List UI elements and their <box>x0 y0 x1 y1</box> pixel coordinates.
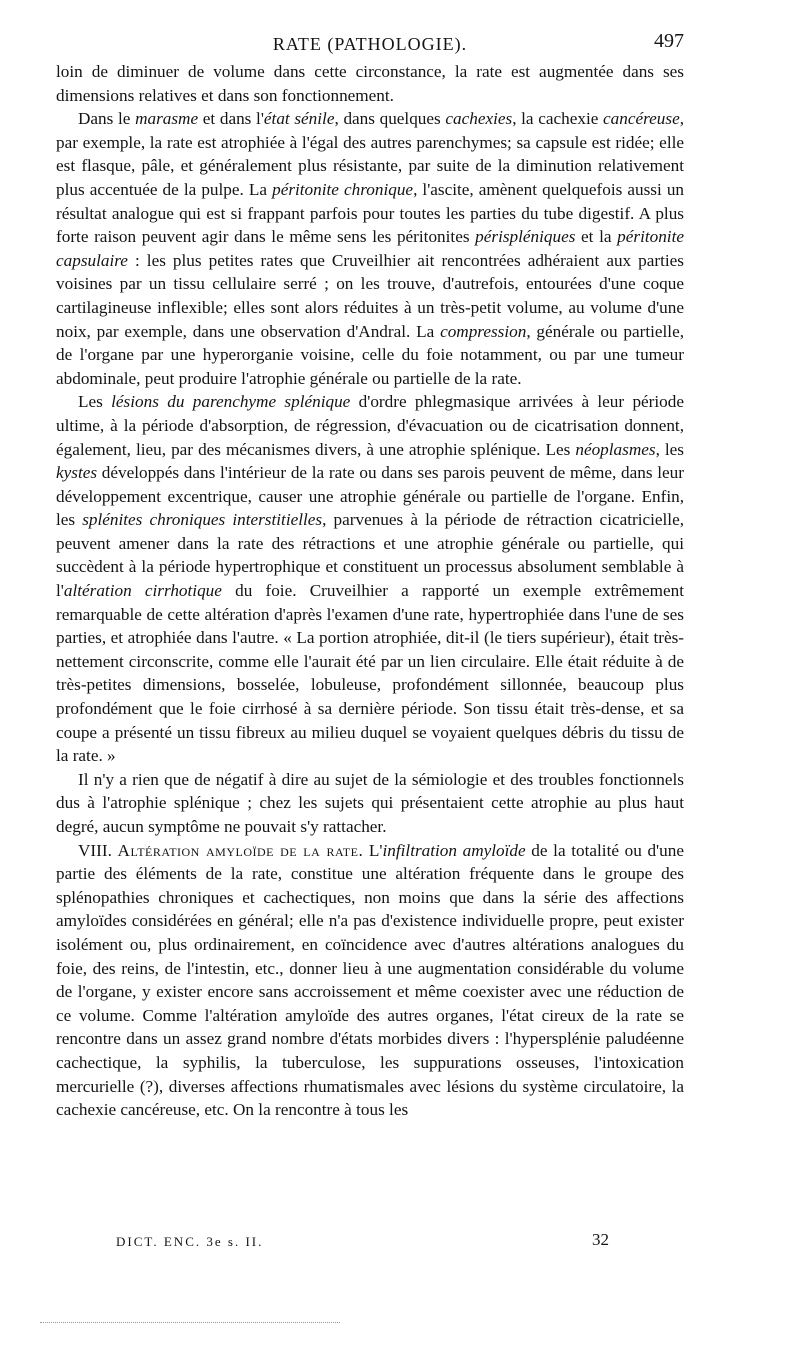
section-heading: Altération amyloïde de la rate. <box>117 840 364 860</box>
running-head <box>56 30 684 60</box>
text-run: de la totalité ou d'une partie des éléments de la rate, constitue une altération fréquente dans le groupe des splénopathies chroniques et cachectiques, non moins que dans la série des affections amyloïdes considérées en général; elle n'a pas d'existence individuelle propre, peut exister isolément ou, plus ordinairement, en coïncidence avec d'autres altérations analogues du foie, des reins, de l'intestin, etc., donner lieu à une augmentation considérable du volume de l'organe, y exister encore sans accroissement et même coexister avec une réduction de ce volume. Comme l'altération amyloïde des autres organes, l'état cireux de la rate se rencontre dans un assez grand nombre d'états morbides divers : l'hypersplénie paludéenne cachectique, la syphilis, la tuberculose, les suppurations osseuses, l'intoxication mercurielle (?), diverses affections rhumatismales avec lésions du système circulatoire, la cachexie cancéreuse, etc. On la rencontre à tous les <box>56 840 684 1120</box>
paragraph <box>56 839 684 1122</box>
text-run: , dans quelques <box>334 109 446 129</box>
text-run: du foie. Cruveilhier a rapporté un exemple extrêmement remarquable de cette altération d'après l'examen d'une rate, hypertrophiée dans l'une de ses parties, et atrophiée dans l'autre. « La portion atrophiée, dit-il (le tiers supérieur), était très-nettement circonscrite, comme elle l'aurait été par un lien circulaire. Elle était réduite à de très-petites dimensions, bosselée, lobuleuse, profondément sillonnée, beaucoup plus profondément que le foie cirrhosé à sa dernière période. Son tissu était très-dense, et sa coupe a présenté un tissu fibreux au milieu duquel se voyaient quelques débris du tissu de la rate. » <box>56 581 684 766</box>
text-run: d'ordre phlegmasique arrivées à leur période ultime, à la période d'absorption, de régression, d'évacuation ou de cicatrisation donnent, également, lieu, par des mécanismes divers, à une atrophie splénique. Les <box>56 392 684 459</box>
running-title: RATE (PATHOLOGIE). <box>272 34 468 54</box>
text-run: Dans le <box>78 109 136 129</box>
italic-term: cancéreuse <box>603 109 680 129</box>
text-run: : les plus petites rates que Cruveilhier ait rencontrées adhéraient aux parties voisines par un tissu cellulaire serré ; on les trouve, d'autrefois, entourées d'une coque cartilagineuse inflexible; elles sont alors réduites à un très-petit volume, au volume d'une noix, par exemple, dans une observation d'Andral. La <box>56 250 684 341</box>
text-run: et dans l' <box>198 109 264 129</box>
text-run: Les <box>78 392 112 412</box>
italic-term: lésions du parenchyme splénique <box>111 392 351 412</box>
paragraph <box>56 60 684 107</box>
text-run: VIII. <box>78 840 118 860</box>
italic-term: kystes <box>56 463 98 483</box>
text-run: loin de diminuer de volume dans cette circonstance, la rate est augmentée dans ses dimensions relatives et dans son fonctionnement. <box>56 62 684 105</box>
italic-term: péritonite capsulaire <box>56 227 684 270</box>
italic-term: altération cirrhotique <box>63 581 222 601</box>
text-run: développés dans l'intérieur de la rate ou dans ses parois peuvent de même, dans leur développement excentrique, causer une atrophie générale ou partielle de l'organe. Enfin, les <box>56 463 684 530</box>
italic-term: néoplasmes <box>575 439 656 459</box>
italic-term: cachexies <box>445 109 513 129</box>
italic-term: splénites chroniques interstitielles <box>82 510 323 530</box>
text-run: , parvenues à la période de rétraction cicatricielle, peuvent amener dans la rate des rétractions et une atrophie générale ou partielle, qui succèdent à la période hypertrophique et constituent un processus absolument semblable à l' <box>56 510 685 601</box>
page-number: 497 <box>654 30 684 52</box>
italic-term: infiltration amyloïde <box>382 840 526 860</box>
text-run: , générale ou partielle, de l'organe par une hyperorganie voisine, celle du foie notamment, ou par une tumeur abdominale, peut produire l'atrophie générale ou partielle de la rate. <box>56 321 684 388</box>
signature-mark: DICT. ENC. 3e s. II. <box>116 1234 264 1249</box>
sheet-number: 32 <box>592 1230 609 1249</box>
text-run: Il n'y a rien que de négatif à dire au sujet de la sémiologie et des troubles fonctionnels dus à l'atrophie splénique ; chez les sujets qui présentaient cette atrophie au plus haut degré, aucun symptôme ne pouvait s'y rattacher. <box>56 769 684 836</box>
paragraph <box>56 390 684 768</box>
text-run: L' <box>363 840 383 860</box>
text-run: , par exemple, la rate est atrophiée à l'égal des autres parenchymes; sa capsule est ridée; elle est flasque, pâle, et généralement plus résistante, par suite de la diminution relativement plus accentuée de la pulpe. La <box>56 109 684 199</box>
text-run: et la <box>575 227 618 247</box>
text-run: , les <box>655 439 684 459</box>
text-run: , la cachexie <box>512 109 604 129</box>
text-run: , l'ascite, amènent quelquefois aussi un résultat analogue qui est si frappant parfois pour toutes les parties du tube digestif. A plus forte raison peuvent agir dans le même sens les péritonites <box>56 179 685 247</box>
italic-term: état sénile <box>263 109 335 129</box>
paragraph <box>56 768 684 839</box>
italic-term: marasme <box>135 109 199 129</box>
bottom-rule <box>40 1322 340 1323</box>
italic-term: compression <box>440 321 527 341</box>
page-footer <box>56 1230 684 1254</box>
italic-term: péritonite chronique <box>272 179 414 199</box>
body-text <box>56 60 684 1122</box>
paragraph <box>56 107 684 390</box>
italic-term: périspléniques <box>475 227 576 247</box>
